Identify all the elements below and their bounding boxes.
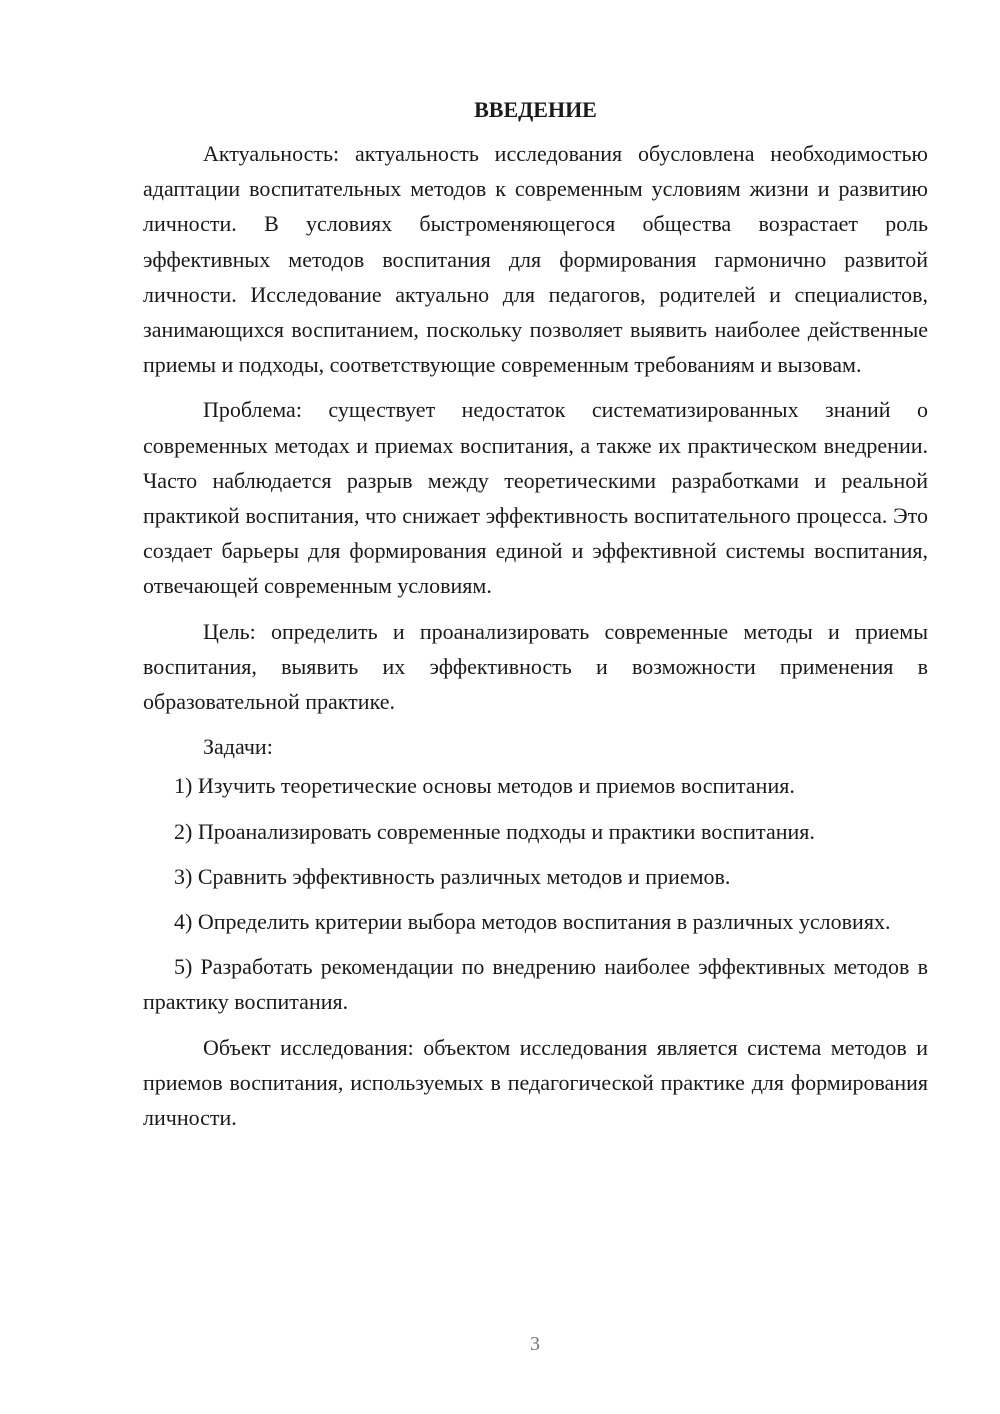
goal-paragraph: Цель: определить и проанализировать современные методы и приемы воспитания, выявить их эффективность и возможности применения в образовательной практике. bbox=[143, 618, 928, 715]
page-number: 3 bbox=[530, 1333, 540, 1355]
task-item-1: 1) Изучить теоретические основы методов и приемов воспитания. bbox=[174, 773, 795, 799]
tasks-heading: Задачи: bbox=[203, 734, 273, 760]
relevance-paragraph: Актуальность: актуальность исследования обусловлена необходимостью адаптации воспитательных методов к современным условиям жизни и развитию личности. В условиях быстроменяющегося общества возрастает роль эффективных методов воспитания для формирования гармонично развитой личности. Исследование актуально для педагогов, родителей и специалистов, занимающихся воспитанием, поскольку позволяет выявить наиболее действенные приемы и подходы, соответствующие современным требованиям и вызовам. bbox=[143, 141, 928, 378]
task-item-2: 2) Проанализировать современные подходы и практики воспитания. bbox=[174, 818, 815, 844]
object-paragraph: Объект исследования: объектом исследования является система методов и приемов воспитания, используемых в педагогической практике для формирования личности. bbox=[143, 1034, 928, 1131]
problem-paragraph: Проблема: существует недостаток систематизированных знаний о современных методах и приемах воспитания, а также их практическом внедрении. Часто наблюдается разрыв между теоретическими разработками и реальной практикой воспитания, что снижает эффективность воспитательного процесса. Это создает барьеры для формирования единой и эффективной системы воспитания, отвечающей современным условиям. bbox=[143, 397, 928, 599]
task-item-4: 4) Определить критерии выбора методов воспитания в различных условиях. bbox=[174, 909, 891, 935]
page-title: ВВЕДЕНИЕ bbox=[474, 97, 597, 122]
task-item-5: 5) Разработать рекомендации по внедрению наиболее эффективных методов в практику воспитания. bbox=[143, 954, 928, 1015]
task-item-3: 3) Сравнить эффективность различных методов и приемов. bbox=[174, 863, 731, 889]
